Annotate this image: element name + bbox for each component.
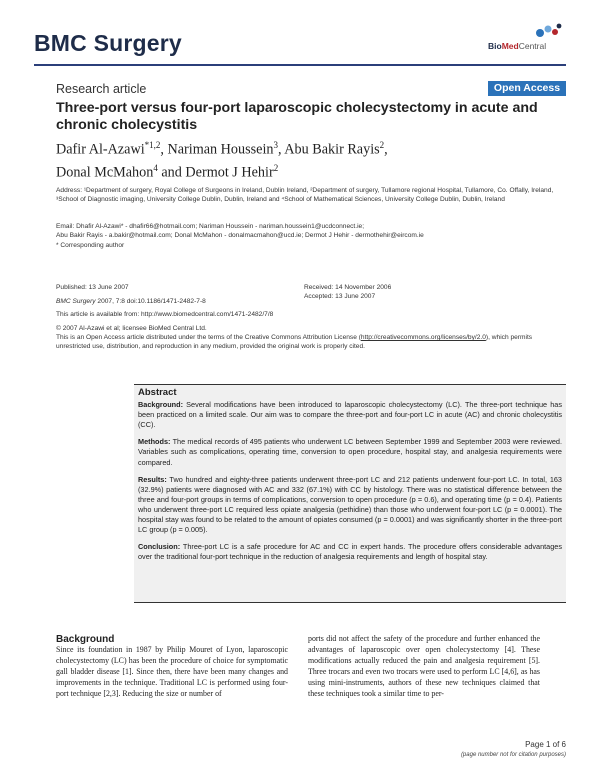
author-name: Dafir Al-Azawi [56,141,145,158]
biomed-logo-icon [526,22,566,40]
author-emails [56,222,556,240]
received-date: Received: 14 November 2006 [304,284,392,291]
corresponding-author-note: * Corresponding author [56,242,125,249]
copyright-notice: © 2007 Al-Azawi et al; licensee BioMed Central Ltd. [56,325,207,332]
abstract-conclusion: Conclusion: Three-port LC is a safe procedure for AC and CC in expert hands. The procedure offers considerable advantages over the traditional four-port technique in the reduction of analgesia requirements and length of hospital stay. [138,542,562,562]
author-name: Nariman Houssein [167,141,274,158]
abstract-box [134,384,566,603]
author-name: Abu Bakir Rayis [284,141,380,158]
article-title: Three-port versus four-port laparoscopic cholecystectomy in acute and chronic cholecystitis [56,100,538,133]
author-affiliation: 2 [379,140,385,150]
body-column-right: ports did not affect the safety of the procedure and further enhanced the advantages of laparoscopic over open cholecystectomy [4]. These modifications actually reduced the pain and analgesia requirement [5]. Three trocars and even two trocars were used to perform LC [4,6], as has using mini-instruments, authors of these new techniques claimed that these techniques took a similar time to per- [308,634,540,698]
citation-details: 2007, 7:8 doi:10.1186/1471-2482-7-8 [95,298,206,305]
availability-link[interactable]: This article is available from: http://www.biomedcentral.com/1471-2482/7/8 [56,311,274,318]
email-line: Abu Bakir Rayis - a.bakir@hotmail.com; Donal McMahon - donalmacmahon@ucd.ie; Dermot J Hehir - dermothehir@eircom.ie [56,232,424,239]
author-name: Donal McMahon [56,164,154,181]
journal-title: BMC Surgery [34,30,182,56]
abstract-heading: Abstract [138,387,177,398]
citation [56,297,356,306]
author-address: Address: ¹Department of surgery, Royal College of Surgeons in Ireland, Dublin Ireland, ²Department of surgery, Tullamore regional Hospital, Tullamore, Co. Offally, Ireland, ³School of Diagnostic imaging, University College Dublin, Dublin, Ireland and ⁴School of Mathematical Sciences, University College Dublin, Dublin, Ireland [56,187,554,203]
page-number-note: (page number not for citation purposes) [460,752,566,758]
license-link[interactable]: http://creativecommons.org/licenses/by/2.0 [360,334,486,341]
article-type: Research article [56,82,147,96]
page-number: Page 1 of 6 [525,740,566,749]
license-text: This is an Open Access article distributed under the terms of the Creative Commons Attribution License (http://creativecommons.org/licenses/by/2.0), which permits unrestricted use, distribution, and reproduction in any medium, provided the original work is properly cited. [56,334,533,350]
author-name: Dermot J Hehir [185,164,274,181]
body-column-left: Since its foundation in 1987 by Philip Mouret of Lyon, laparoscopic cholecystectomy (LC) has been the procedure of choice for symptomatic gall bladder disease [1]. Since then, there have been many changes and improvements in the technique. Traditional LC is performed using four-port technique [2,3]. Reducing the size or number of [56,645,288,698]
author-affiliation: 2 [273,162,279,173]
publisher-logo [482,22,568,52]
background-heading: Background [56,634,115,645]
email-line: Email: Dhafir Al-Azawi* - dhafir66@hotmail.com; Nariman Houssein - nariman.houssein1@ucdconnect.ie; [56,223,365,230]
open-access-badge: Open Access [488,81,566,96]
abstract-results: Results: Two hundred and eighty-three patients underwent three-port LC and 212 patients underwent four-port LC. In total, 163 (32.9%) patients were diagnosed with AC and 332 (67.1%) with CC by histology. There was no statistical difference between the three and four-port groups in terms of complications, conversion to open procedure (p = 0.6), and operating time (p = 0.4). Patients who underwent three-port LC required less opiate analgesia (pethidine) than those who underwent four-port LC (p = 0.0001). The hospital stay was found to be related to the amount of opiates consumed (p = 0.0001) and was significantly shorter in the three-port LC group (p = 0.005). [138,474,562,535]
author-affiliation: 4 [153,162,158,173]
author-separator: , [277,141,285,158]
abstract-content [138,388,562,569]
author-list [56,136,556,181]
author-separator: and [157,164,186,181]
published-date: Published: 13 June 2007 [56,284,129,291]
citation-journal: BMC Surgery [56,298,96,305]
accepted-date: Accepted: 13 June 2007 [304,293,376,300]
abstract-methods: Methods: The medical records of 495 patients who underwent LC between September 1999 and September 2003 were reviewed. Variables such as complications, operating time, conversion to open procedure, hospital stay, and analgesia requirements were compared. [138,437,562,467]
author-separator: , [384,141,388,158]
header-rule [34,64,566,66]
publisher-name: BioMedCentral [488,41,547,51]
author-affiliation: 3 [273,140,278,150]
abstract-background: Background: Several modifications have been introduced to laparoscopic cholecystectomy (LC). The three-port technique has been practiced on a limited scale. Our aim was to compare the three-port and four-port LC in acute (AC) and chronic cholecystitis (CC). [138,400,562,430]
author-affiliation: *1,2 [144,140,161,150]
author-separator: , [160,141,168,158]
